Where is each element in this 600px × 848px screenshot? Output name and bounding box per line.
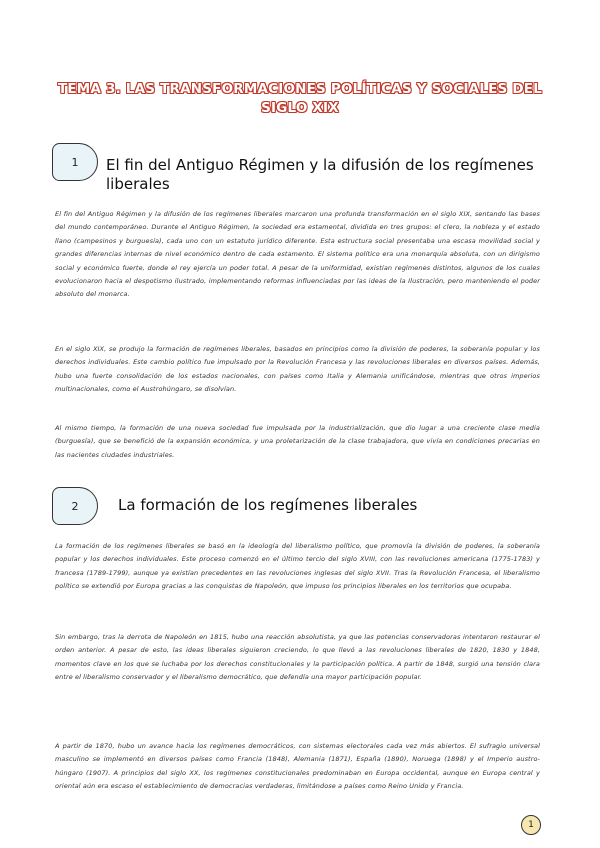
title-line-2: SIGLO XIX — [261, 100, 339, 116]
page-number: 1 — [528, 820, 534, 830]
section-2-paragraph-3: A partir de 1870, hubo un avance hacia los regímenes democráticos, con sistemas electorales cada vez más abiertos. El sufragio universal masculino se implementó en diversos países como Francia (1848), Alemania (1871), España (1890), Noruega (1898) y el Imperio austro-húngaro (1907). A principios del siglo XX, los regímenes constitucionales predominaban en Europa occidental, aunque en Europa central y oriental aún era escaso el establecimiento de democracias verdaderas, limitándose a países como Reino Unido y Francia. — [55, 742, 540, 791]
section-1-paragraph-3: Al mismo tiempo, la formación de una nueva sociedad fue impulsada por la industrialización, que dio lugar a una creciente clase media (burguesía), que se benefició de la expansión económica, y una proletarización de la clase trabajadora, que vivía en condiciones precarias en las nacientes ciudades industriales. — [55, 424, 540, 459]
page-number-badge — [521, 815, 541, 835]
section-2-paragraph-1: La formación de los regímenes liberales se basó en la ideología del liberalismo político, que promovía la división de poderes, la soberanía popular y los derechos individuales. Este proceso comenzó en el último tercio del siglo XVIII, con las revoluciones americana (1775-1783) y francesa (1789-1799), aunque ya existían precedentes en las revoluciones inglesas del siglo XVII. Tras la Revolución Francesa, el liberalismo político se extendió por Europa gracias a las conquistas de Napoleón, que impuso los principios liberales en los territorios que ocupaba. — [55, 542, 540, 591]
document-title — [40, 80, 560, 118]
title-line-1: TEMA 3. LAS TRANSFORMACIONES POLÍTICAS Y SOCIALES DEL — [57, 81, 543, 97]
section-2-paragraph-2: Sin embargo, tras la derrota de Napoleón en 1815, hubo una reacción absolutista, ya que las potencias conservadoras intentaron restaurar el orden anterior. A pesar de esto, las ideas liberales siguieron creciendo, lo que llevó a las revoluciones liberales de 1820, 1830 y 1848, momentos clave en los que se luchaba por los derechos constitucionales y la participación política. A partir de 1848, surgió una tensión clara entre el liberalismo conservador y el liberalismo democrático, que defendía una mayor participación popular. — [55, 633, 540, 682]
section-1-paragraph-2: En el siglo XIX, se produjo la formación de regímenes liberales, basados en principios como la división de poderes, la soberanía popular y los derechos individuales. Este cambio político fue impulsado por la Revolución Francesa y las revoluciones liberales en diversos países. Además, hubo una fuerte consolidación de los estados nacionales, con países como Italia y Alemania unificándose, mientras que otros imperios multinacionales, como el Austrohúngaro, se disolvían. — [55, 345, 540, 394]
section-1-paragraph-1: El fin del Antiguo Régimen y la difusión de los regímenes liberales marcaron una profunda transformación en el siglo XIX, sentando las bases del mundo contemporáneo. Durante el Antiguo Régimen, la sociedad era estamental, dividida en tres grupos: el clero, la nobleza y el estado llano (campesinos y burguesía), cada uno con un estatuto jurídico diferente. Esta estructura social presentaba una escasa movilidad social y grandes diferencias internas de nivel económico dentro de cada estamento. El sistema político era una monarquía absoluta, con un dirigismo social y económico fuerte, donde el rey ejercía un poder total. A pesar de la uniformidad, existían regímenes distintos, algunos de los cuales evolucionaron hacia el despotismo ilustrado, implementando reformas influenciadas por las ideas de la Ilustración, pero manteniendo el poder absoluto del monarca. — [55, 210, 540, 299]
section-1-heading: El fin del Antiguo Régimen y la difusión de los regímenes liberales — [106, 156, 534, 193]
section-1-number-badge — [52, 143, 98, 181]
section-1-number: 1 — [71, 155, 79, 169]
section-2-number: 2 — [71, 499, 79, 513]
section-2-heading: La formación de los regímenes liberales — [118, 496, 418, 514]
section-2-number-badge — [52, 487, 98, 525]
